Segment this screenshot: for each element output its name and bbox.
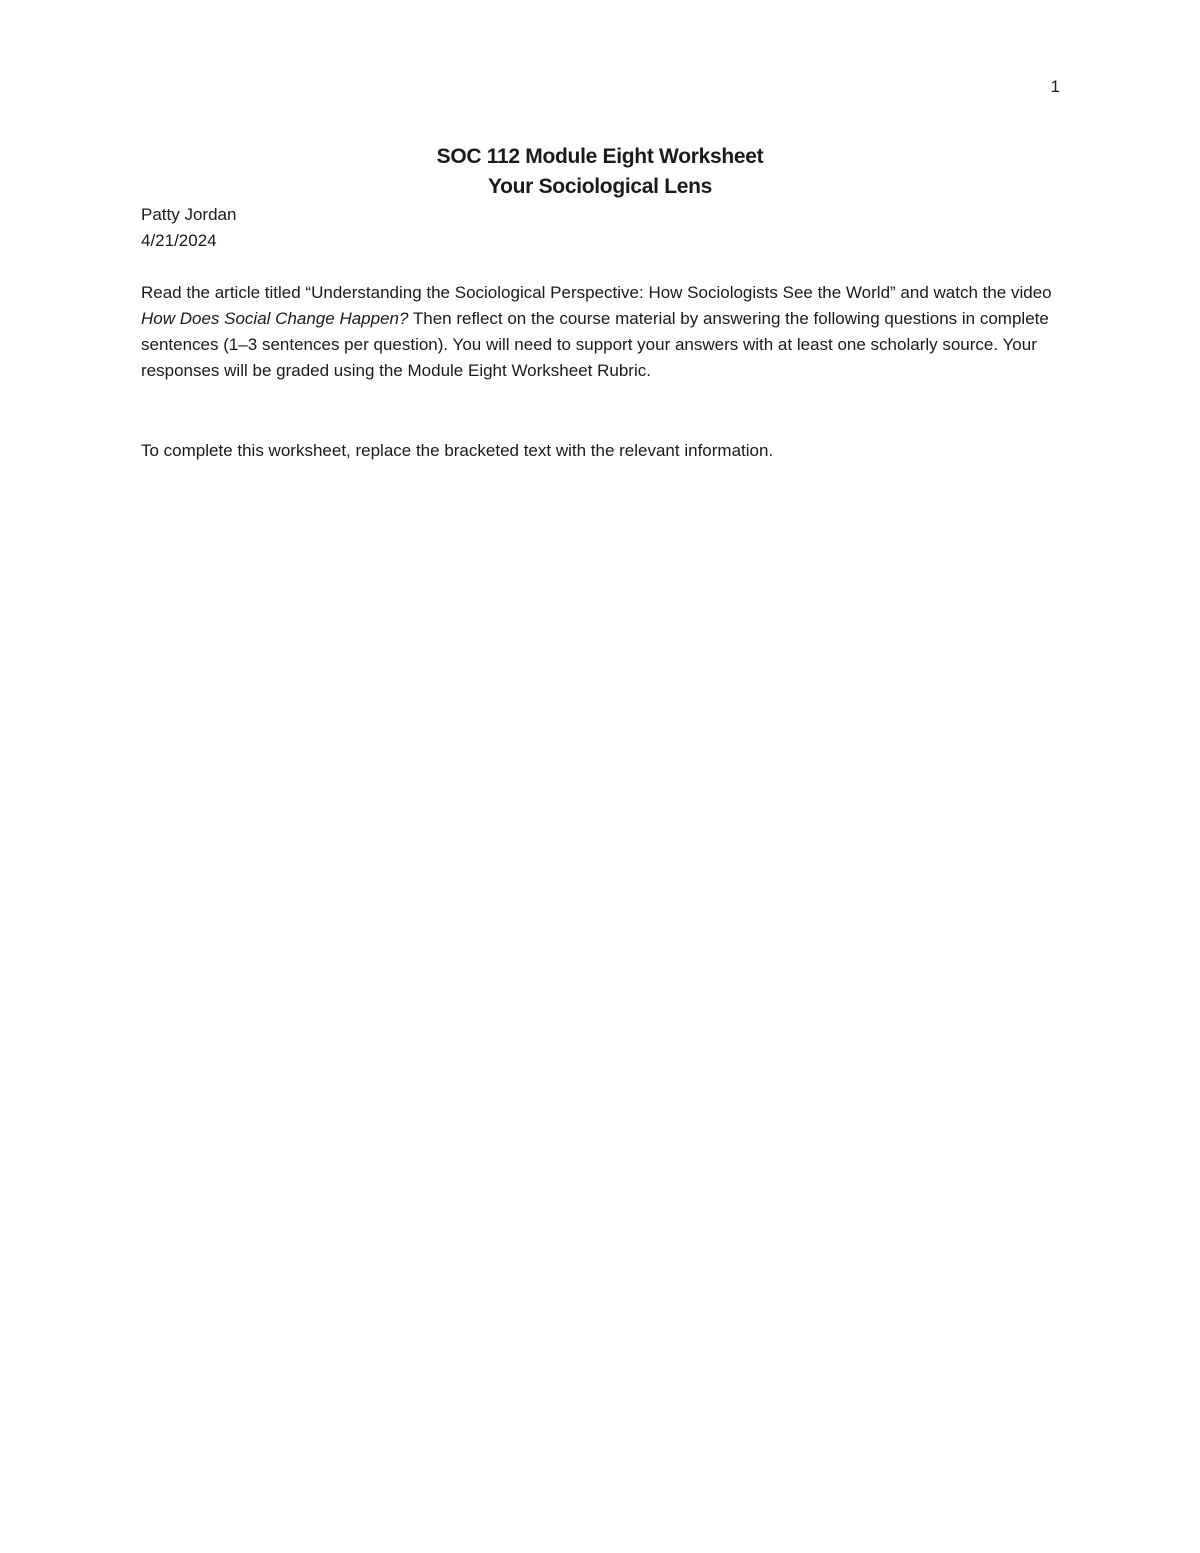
title-block <box>0 142 1200 202</box>
instructions-paragraph <box>141 280 1061 384</box>
document-date: 4/21/2024 <box>141 231 217 250</box>
document-subtitle: Your Sociological Lens <box>487 175 713 198</box>
instructions-text-part2: Then reflect on the course material by answering the following questions in complete sentences (1–3 sentences per question). You will need to support your answers with at least one scholarly source. Your responses will be graded using the Module Eight Worksheet Rubric. <box>141 309 1049 380</box>
author-name: Patty Jordan <box>141 205 237 224</box>
completion-note: To complete this worksheet, replace the bracketed text with the relevant information. <box>141 441 774 460</box>
document-title: SOC 112 Module Eight Worksheet <box>436 145 764 168</box>
instructions-text-part1: Read the article titled “Understanding the Sociological Perspective: How Sociologists See the World” and watch the video <box>141 283 1052 302</box>
video-title: How Does Social Change Happen? <box>141 309 409 328</box>
author-date-block <box>141 202 236 254</box>
page-number: 1 <box>1050 77 1060 96</box>
